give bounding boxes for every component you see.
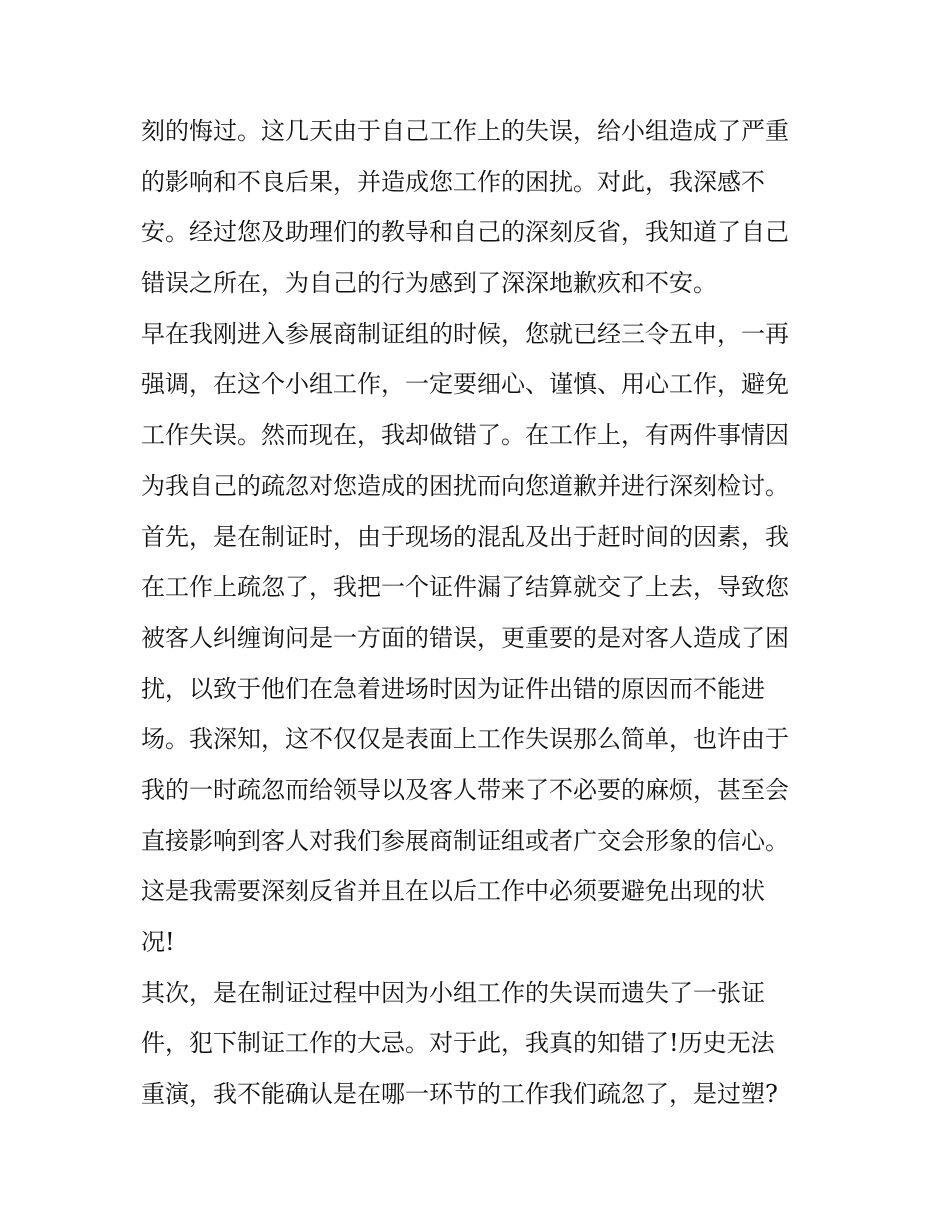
text-line: 在工作上疏忽了，我把一个证件漏了结算就交了上去，导致您 bbox=[141, 573, 789, 602]
document-body bbox=[141, 106, 816, 1120]
text-line: 强调，在这个小组工作，一定要细心、谨慎、用心工作，避免 bbox=[141, 370, 789, 399]
text-line: 被客人纠缠询问是一方面的错误，更重要的是对客人造成了困 bbox=[141, 623, 789, 652]
text-line: 扰，以致于他们在急着进场时因为证件出错的原因而不能进 bbox=[141, 674, 765, 703]
text-line: 我的一时疏忽而给领导以及客人带来了不必要的麻烦，甚至会 bbox=[141, 775, 789, 804]
text-line: 工作失误。然而现在，我却做错了。在工作上，有两件事情因 bbox=[141, 421, 789, 450]
text-line: 错误之所在，为自己的行为感到了深深地歉疚和不安。 bbox=[141, 269, 717, 298]
text-line: 早在我刚进入参展商制证组的时候，您就已经三令五申，一再 bbox=[141, 319, 789, 348]
text-line: 件，犯下制证工作的大忌。对于此，我真的知错了!历史无法 bbox=[141, 1029, 775, 1058]
text-line: 其次，是在制证过程中因为小组工作的失误而遗失了一张证 bbox=[141, 978, 765, 1007]
text-line: 首先，是在制证时，由于现场的混乱及出于赶时间的因素，我 bbox=[141, 522, 789, 551]
text-line: 这是我需要深刻反省并且在以后工作中必须要避免出现的状 bbox=[141, 877, 765, 906]
text-line: 况! bbox=[141, 928, 175, 956]
text-line: 场。我深知，这不仅仅是表面上工作失误那么简单，也许由于 bbox=[141, 725, 789, 754]
text-line: 安。经过您及助理们的教导和自己的深刻反省，我知道了自己 bbox=[141, 218, 789, 247]
text-line: 为我自己的疏忽对您造成的困扰而向您道歉并进行深刻检讨。 bbox=[141, 471, 789, 500]
text-line: 直接影响到客人对我们参展商制证组或者广交会形象的信心。 bbox=[141, 826, 789, 855]
text-line: 的影响和不良后果，并造成您工作的困扰。对此，我深感不 bbox=[141, 167, 765, 196]
text-line: 重演，我不能确认是在哪一环节的工作我们疏忽了，是过塑? bbox=[141, 1080, 778, 1109]
text-line: 刻的悔过。这几天由于自己工作上的失误，给小组造成了严重 bbox=[141, 117, 789, 145]
